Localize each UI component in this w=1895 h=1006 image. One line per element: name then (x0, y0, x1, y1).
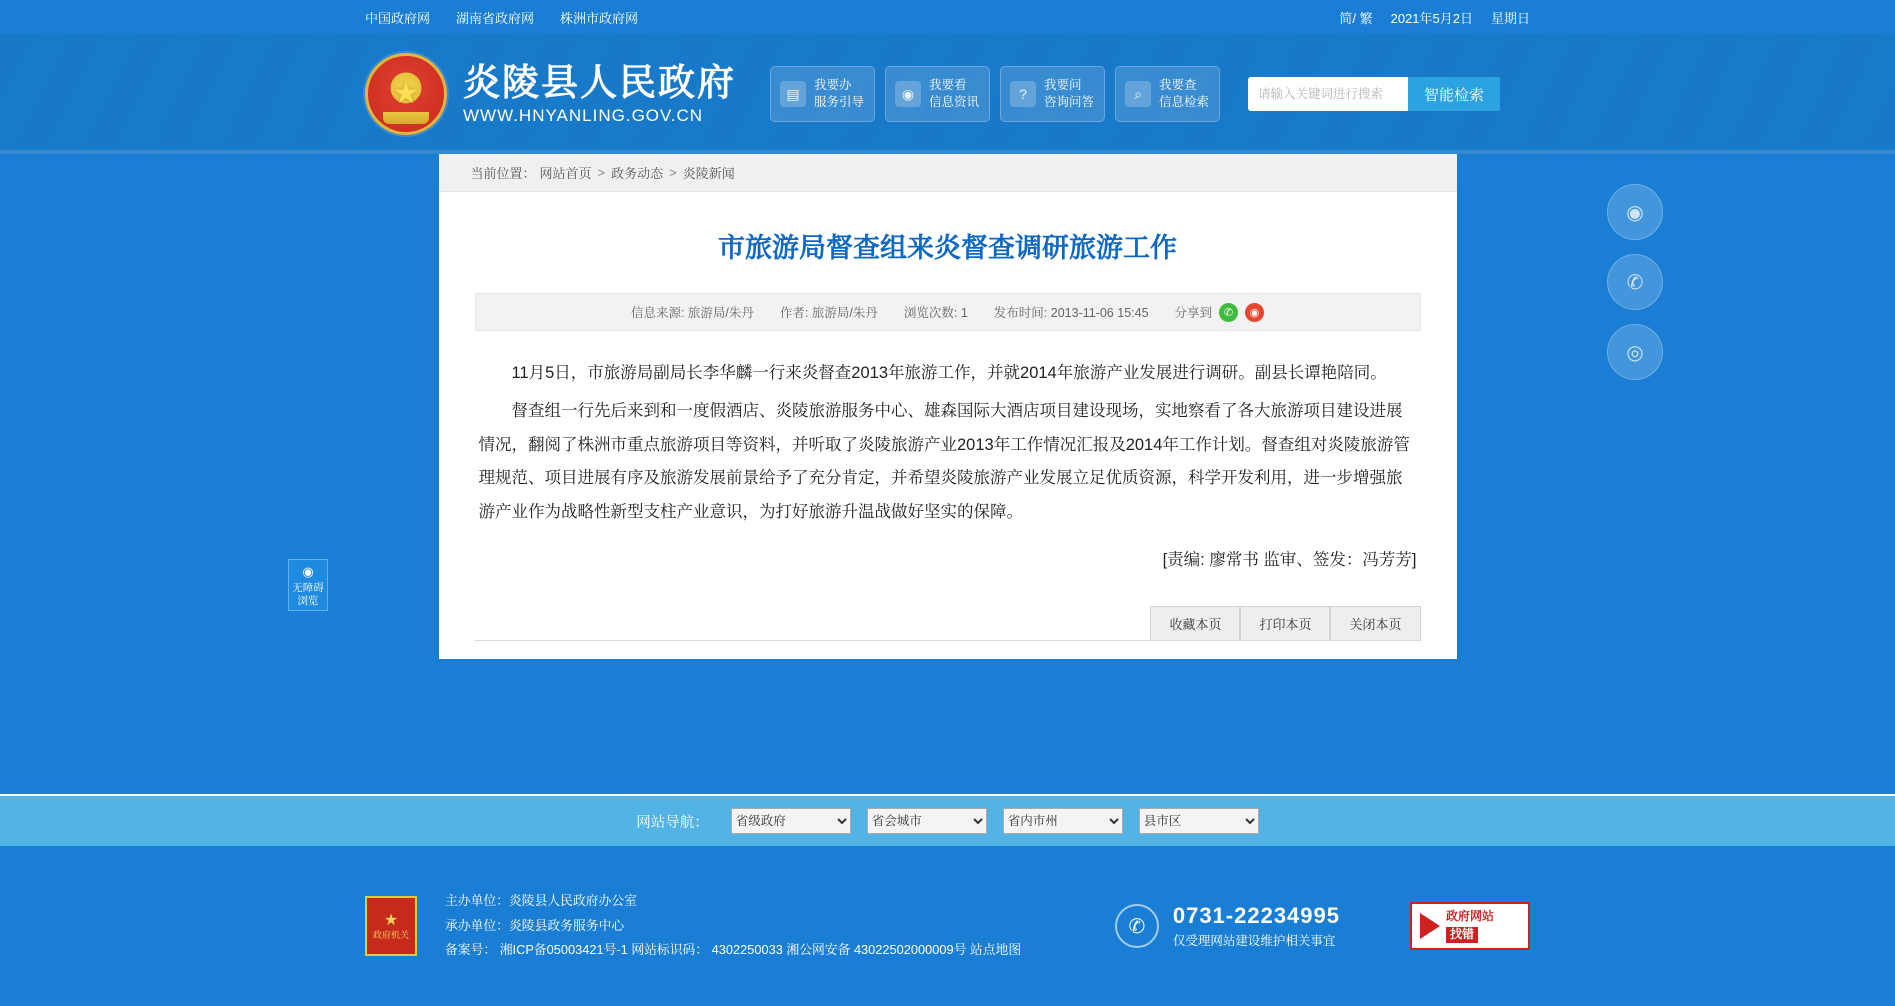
top-utility-bar (0, 0, 1895, 34)
national-emblem-icon (365, 53, 447, 135)
select-province-gov[interactable] (731, 808, 851, 834)
gov-badge-line2: 找错 (1446, 927, 1478, 943)
current-weekday: 星期日 (1490, 10, 1530, 26)
eye-icon[interactable]: ◉ (1607, 184, 1663, 240)
favorite-page-button[interactable]: 收藏本页 (1150, 606, 1240, 640)
breadcrumb-separator: > (597, 165, 606, 180)
footer-line-icp[interactable]: 备案号： 湘ICP备05003421号-1 网站标识码： 4302250033 湘公网安备 43022502000009号 站点地图 (445, 942, 1022, 958)
site-nav-bar (0, 794, 1895, 846)
meta-publish-time: 发布时间: 2013-11-06 15:45 (993, 306, 1149, 320)
article (439, 192, 1457, 641)
quicknav-line2: 信息资讯 (929, 95, 980, 109)
article-title: 市旅游局督查组来炎督查调研旅游工作 (718, 233, 1177, 263)
flag-icon (1420, 913, 1440, 939)
meta-author: 作者: 旅游局/朱丹 (779, 306, 878, 320)
quicknav-line1: 我要问 (1044, 78, 1082, 93)
meta-views: 浏览次数: 1 (903, 306, 968, 320)
content-column (439, 154, 1457, 659)
question-icon: ? (1010, 81, 1036, 107)
quicknav-item-wen[interactable] (1000, 66, 1105, 122)
topbar-link-hunan-gov[interactable]: 湖南省政府网 (456, 10, 535, 26)
breadcrumb-item-govnews[interactable]: 政务动态 (611, 166, 664, 181)
footer-phone-block (1115, 903, 1340, 949)
language-toggle[interactable]: 简/ 繁 (1339, 10, 1373, 26)
share-label: 分享到 (1174, 306, 1213, 320)
select-capital-city[interactable] (867, 808, 987, 834)
select-prefecture-city[interactable] (1003, 808, 1123, 834)
gov-badge-line1: 政府网站 (1446, 909, 1495, 924)
quicknav-item-banshi[interactable] (770, 66, 875, 122)
footer-line-host: 主办单位：炎陵县人民政府办公室 (445, 892, 637, 908)
quicknav-line1: 我要看 (929, 78, 967, 93)
accessibility-browse-button[interactable] (288, 559, 328, 611)
site-footer (0, 846, 1895, 1006)
topbar-link-china-gov[interactable]: 中国政府网 (365, 10, 431, 26)
eye-icon: ◉ (895, 81, 921, 107)
quicknav-item-kan[interactable] (885, 66, 990, 122)
site-header (0, 34, 1895, 154)
topbar-links (365, 8, 638, 27)
close-page-button[interactable]: 关闭本页 (1330, 606, 1420, 640)
page-title: 炎陵县人民政府 (463, 61, 736, 103)
footer-emblem-text: 政府机关 (372, 930, 409, 941)
emblem-star-icon: ★ (383, 912, 399, 929)
search-input[interactable] (1248, 77, 1408, 111)
search-icon: ⌕ (1125, 81, 1151, 107)
topbar-right (1339, 8, 1530, 27)
meta-source: 信息来源: 旅游局/朱丹 (630, 306, 754, 320)
gov-website-report-badge[interactable] (1410, 902, 1530, 950)
gov-agency-emblem-icon (365, 896, 417, 956)
weibo-share-icon[interactable]: ◉ (1245, 303, 1264, 322)
quicknav-item-cha[interactable] (1115, 66, 1220, 122)
footer-info (445, 889, 1021, 964)
quicknav-line2: 咨询问答 (1044, 95, 1095, 109)
share-group (1175, 303, 1265, 322)
quicknav-line2: 信息检索 (1159, 95, 1210, 109)
site-nav-label: 网站导航： (636, 814, 709, 831)
floating-side-tools (1607, 184, 1663, 380)
document-icon: ▤ (780, 81, 806, 107)
article-signature: [责编: 廖常书 监审、签发：冯芳芳] (1162, 551, 1417, 570)
phone-icon: ✆ (1115, 904, 1159, 948)
eye-icon: ◉ (302, 564, 314, 579)
page-body (0, 154, 1895, 794)
breadcrumb-label: 当前位置： (470, 166, 536, 181)
quick-nav (770, 66, 1220, 122)
access-badge-line1: 无障碍 (292, 582, 324, 595)
article-meta (475, 293, 1421, 331)
access-badge-line2: 浏览 (297, 595, 319, 608)
breadcrumb (439, 154, 1457, 192)
site-url: WWW.HNYANLING.GOV.CN (463, 106, 704, 126)
breadcrumb-item-home[interactable]: 网站首页 (539, 166, 592, 181)
footer-line-operator: 承办单位：炎陵县政务服务中心 (445, 917, 625, 933)
topbar-link-zhuzhou-gov[interactable]: 株洲市政府网 (560, 10, 639, 26)
support-phone-number: 0731-22234995 (1172, 903, 1340, 928)
support-phone-note: 仅受理网站建设维护相关事宜 (1172, 934, 1336, 948)
current-date: 2021年5月2日 (1390, 10, 1473, 26)
article-paragraph: 督查组一行先后来到和一度假酒店、炎陵旅游服务中心、雄森国际大酒店项目建设现场，实地察看了各大旅游项目建设进展情况，翻阅了株洲市重点旅游项目等资料，并听取了炎陵旅游产业2013年工作情况汇报及2014年工作计划。督查组对炎陵旅游管理规范、项目进展有序及旅游发展前景给予了充分肯定，并希望炎陵旅游产业发展立足优质资源，科学开发利用，进一步增强旅游产业作为战略性新型支柱产业意识，为打好旅游升温战做好坚实的保障。 (478, 401, 1410, 522)
print-page-button[interactable]: 打印本页 (1240, 606, 1330, 640)
site-title-block (463, 62, 736, 127)
select-county-district[interactable] (1139, 808, 1259, 834)
wechat-share-icon[interactable]: ✆ (1219, 303, 1238, 322)
article-paragraph: 11月5日，市旅游局副局长李华麟一行来炎督查2013年旅游工作，并就2014年旅游产业发展进行调研。副县长谭艳陪同。 (511, 364, 1387, 382)
quicknav-line1: 我要办 (814, 78, 852, 93)
weibo-icon[interactable]: ◎ (1607, 324, 1663, 380)
quicknav-line2: 服务引导 (814, 95, 865, 109)
quicknav-line1: 我要查 (1159, 78, 1197, 93)
wechat-icon[interactable]: ✆ (1607, 254, 1663, 310)
breadcrumb-item-yanlingnews[interactable]: 炎陵新闻 (682, 166, 735, 181)
search-box (1248, 77, 1500, 111)
emblem-star-icon: ★ (392, 77, 420, 110)
search-button[interactable]: 智能检索 (1408, 77, 1500, 111)
article-body (475, 331, 1421, 578)
article-actions (475, 606, 1421, 641)
breadcrumb-separator: > (669, 165, 677, 180)
